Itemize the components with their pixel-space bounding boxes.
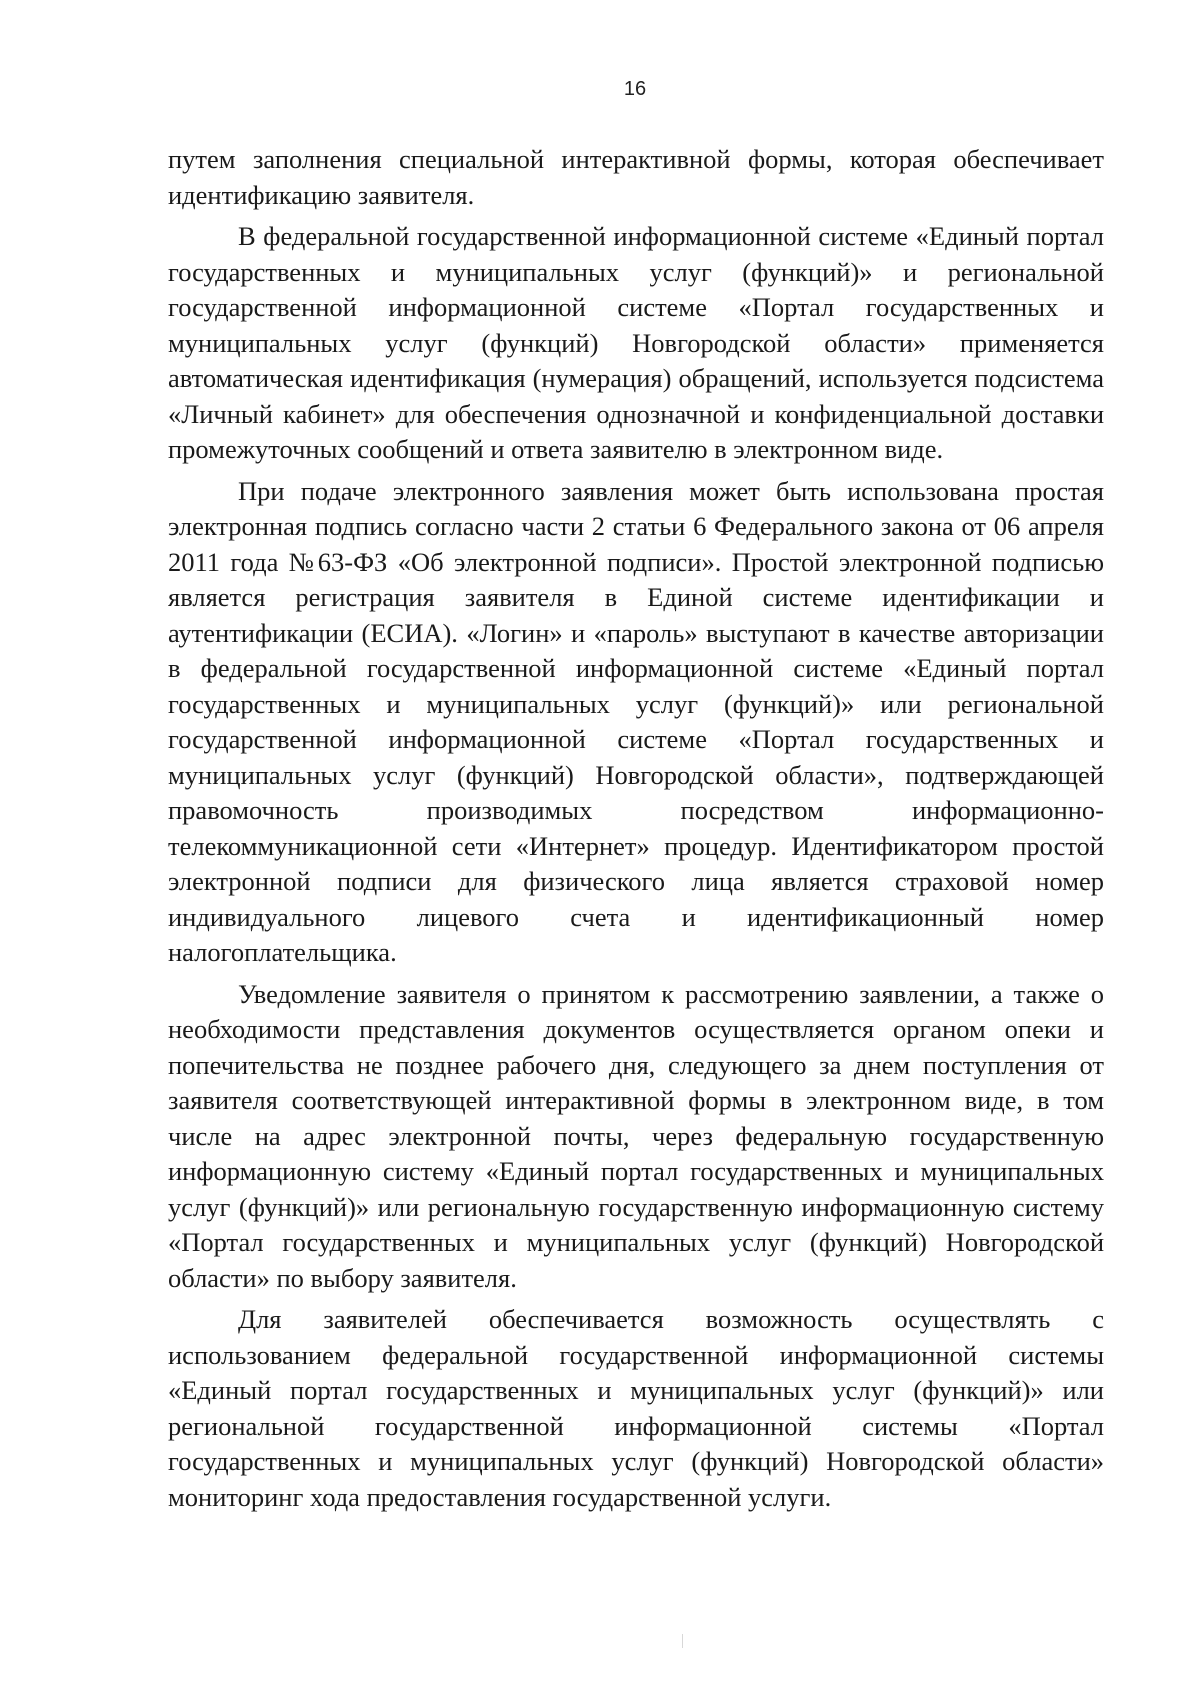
paragraph-identification: В федеральной государственной информационной системе «Единый портал государственных и муниципальных услуг (функций)» и региональной государственной информационной системе «Портал государственных и муниципальных услуг (функций) Новгородской области» применяется автоматическая идентификация (нумерация) обращений, используется подсистема «Личный кабинет» для обеспечения однозначной и конфиденциальной доставки промежуточных сообщений и ответа заявителю в электронном виде. [168, 221, 1104, 464]
paragraph-notification: Уведомление заявителя о принятом к рассмотрению заявлении, а также о необходимости представления документов осуществляется органом опеки и попечительства не позднее рабочего дня, следующего за днем поступления от заявителя соответствующей интерактивной формы в электронном виде, в том числе на адрес электронной почты, через федеральную государственную информационную систему «Единый портал государственных и муниципальных услуг (функций)» или региональную государственную информационную систему «Портал государственных и муниципальных услуг (функций) Новгородской области» по выбору заявителя. [168, 978, 1104, 1293]
paragraph-electronic-signature: При подаче электронного заявления может быть использована простая электронная подпись согласно части 2 статьи 6 Федерального закона от 06 апреля 2011 года №63-ФЗ «Об электронной подписи». Простой электронной подписью является регистрация заявителя в Единой системе идентификации и аутентификации (ЕСИА). «Логин» и «пароль» выступают в качестве авторизации в федеральной государственной информационной системе «Единый портал государственных и муниципальных услуг (функций)» или региональной государственной информационной системе «Портал государственных и муниципальных услуг (функций) Новгородской области», подтверждающей правомочность производимых посредством информационно-телекоммуникационной сети «Интернет» процедур. Идентификатором простой электронной подписи для физического лица является страховой номер индивидуального лицевого счета и идентификационный номер налогоплательщика. [168, 475, 1104, 967]
paragraph-monitoring: Для заявителей обеспечивается возможность осуществлять с использованием федеральной государственной информационной системы «Единый портал государственных и муниципальных услуг (функций)» или региональной государственной информационной системы «Портал государственных и муниципальных услуг (функций) Новгородской области» мониторинг хода предоставления государственной услуги. [168, 1304, 1104, 1512]
paragraph-continued: путем заполнения специальной интерактивной формы, которая обеспечивает идентификацию заявителя. [168, 144, 1104, 210]
page-number: 16 [623, 78, 647, 100]
scan-mark [682, 1634, 683, 1648]
document-body [168, 142, 1104, 1521]
